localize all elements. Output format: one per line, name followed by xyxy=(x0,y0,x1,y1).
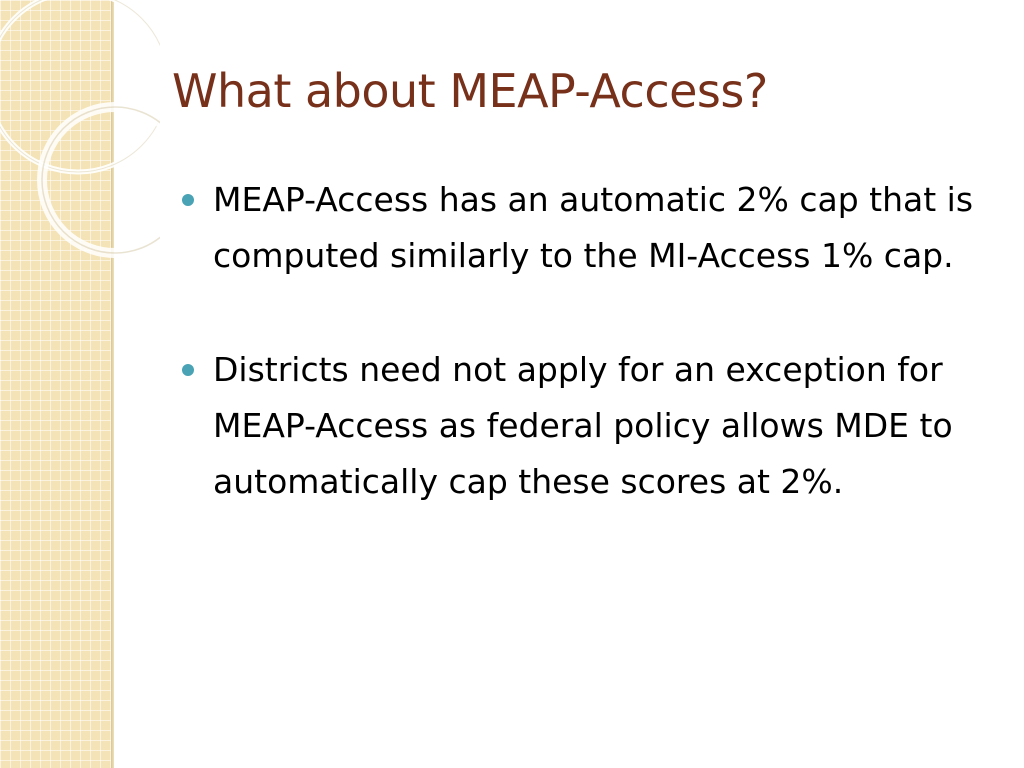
bullet-marker-icon xyxy=(182,364,194,376)
bullet-text: Districts need not apply for an exception for MEAP-Access as federal policy allows MDE to automatically cap these scores at 2%. xyxy=(213,350,953,501)
bullet-marker-icon xyxy=(182,194,194,206)
slide-title: What about MEAP-Access? xyxy=(172,64,768,118)
bullet-item xyxy=(182,172,992,284)
side-panel-edge xyxy=(111,0,114,768)
bullet-text: MEAP-Access has an automatic 2% cap that is computed similarly to the MI-Access 1% cap. xyxy=(213,180,974,275)
bullet-item xyxy=(182,342,992,510)
decorative-side-panel xyxy=(0,0,111,768)
bullet-list xyxy=(182,172,992,510)
